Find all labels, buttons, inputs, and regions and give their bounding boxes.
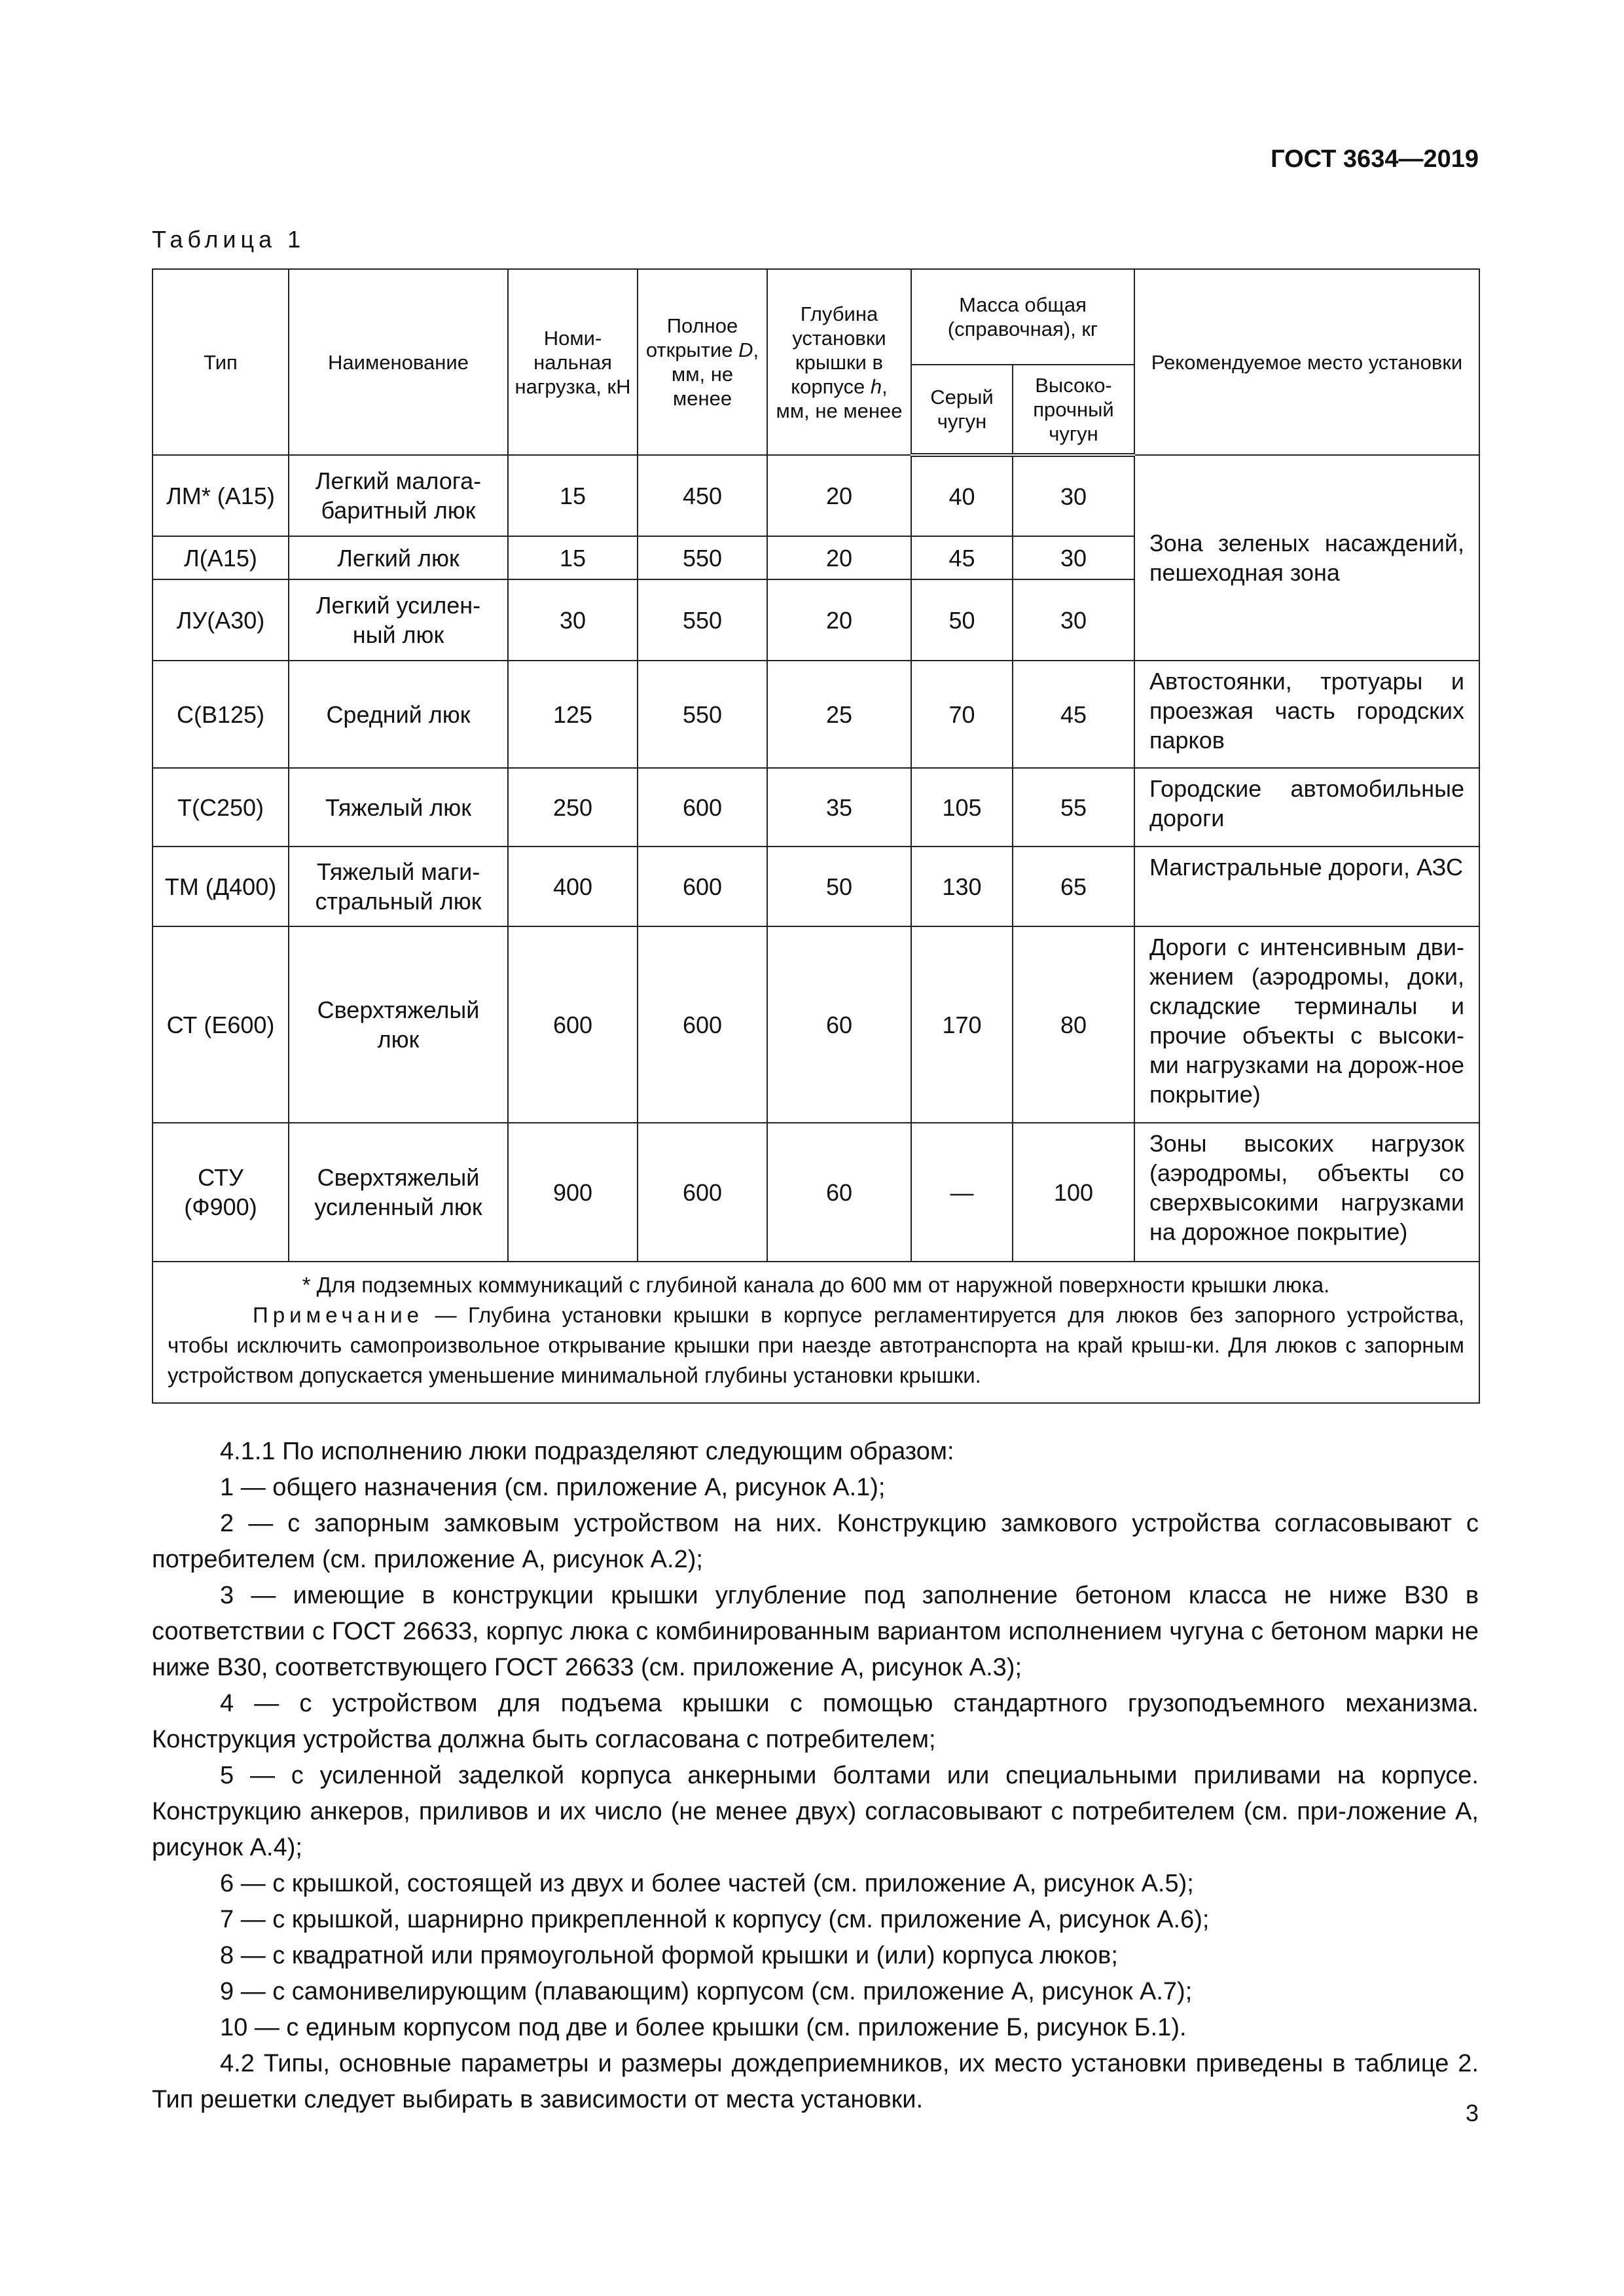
cell-opening: 600 — [638, 926, 767, 1123]
table-caption: Таблица 1 — [152, 226, 306, 253]
table-row — [153, 847, 1479, 926]
cell-mass-ductile: 55 — [1013, 768, 1134, 847]
cell-load: 250 — [508, 768, 638, 847]
cell-load: 400 — [508, 847, 638, 926]
cell-name: Легкий усилен-ный люк — [289, 579, 508, 661]
cell-type: СТУ (Ф900) — [153, 1123, 289, 1262]
body-text — [152, 1434, 1479, 2118]
paragraph: 7 — с крышкой, шарнирно прикрепленной к корпусу (см. приложение А, рисунок А.6); — [220, 1906, 1210, 1933]
cell-opening: 600 — [638, 768, 767, 847]
paragraph: 6 — с крышкой, состоящей из двух и более частей (см. приложение А, рисунок А.5); — [220, 1870, 1194, 1897]
cell-mass-ductile: 100 — [1013, 1123, 1134, 1262]
header-mass-ductile: Высоко-прочный чугун — [1013, 365, 1134, 455]
cell-depth: 20 — [767, 579, 911, 661]
cell-load: 15 — [508, 455, 638, 536]
paragraph: 2 — с запорным замковым устройством на них. Конструкцию замкового устройства согласовывают с потребителем (см. приложение А, рисунок А.2); — [152, 1510, 1479, 1573]
cell-name: Сверхтяжелый усиленный люк — [289, 1123, 508, 1262]
cell-load: 30 — [508, 579, 638, 661]
paragraph: 8 — с квадратной или прямоугольной формой крышки и (или) корпуса люков; — [220, 1942, 1118, 1969]
paragraph: 5 — с усиленной заделкой корпуса анкерными болтами или специальными приливами на корпусе. Конструкцию анкеров, приливов и их число (не менее двух) согласовывают с потребителем (см. при-ложение А, рисунок А.4); — [152, 1762, 1479, 1861]
cell-mass-ductile: 80 — [1013, 926, 1134, 1123]
cell-depth: 50 — [767, 847, 911, 926]
cell-type: ЛМ* (А15) — [153, 455, 289, 536]
cell-load: 15 — [508, 536, 638, 579]
cell-location: Городские автомобильные дороги — [1134, 768, 1479, 847]
cell-location: Автостоянки, тротуары и проезжая часть городских парков — [1134, 661, 1479, 768]
table-footnote: * Для подземных коммуникаций с глубиной канала до 600 мм от наружной поверхности крышки люка. — [302, 1273, 1330, 1297]
cell-mass-gray: 170 — [911, 926, 1013, 1123]
table-row — [153, 768, 1479, 847]
cell-load: 600 — [508, 926, 638, 1123]
header-opening: Полное открытие D, мм, не менее — [638, 269, 767, 455]
cell-type: ЛУ(А30) — [153, 579, 289, 661]
cell-name: Легкий люк — [289, 536, 508, 579]
cell-location: Зоны высоких нагрузок (аэродромы, объекты со сверхвысокими нагрузками на дорожное покрытие) — [1134, 1123, 1479, 1262]
cell-opening: 600 — [638, 847, 767, 926]
cell-mass-gray: 45 — [911, 536, 1013, 579]
note-text: — Глубина установки крышки в корпусе регламентируется для люков без запорного устройства, чтобы исключить самопроизвольное открывание крышки при наезде автотранспорта на край крыш-ки. Для люков с запорным устройством допускается уменьшение минимальной глубины установки крышки. — [168, 1303, 1464, 1387]
cell-type: С(В125) — [153, 661, 289, 768]
paragraph: 4.1.1 По исполнению люки подразделяют следующим образом: — [220, 1438, 954, 1465]
cell-load: 125 — [508, 661, 638, 768]
cell-mass-gray: 40 — [911, 455, 1013, 536]
paragraph: 4.2 Типы, основные параметры и размеры дождеприемников, их место установки приведены в таблице 2. Тип решетки следует выбирать в зависимости от места установки. — [152, 2050, 1479, 2113]
cell-mass-ductile: 45 — [1013, 661, 1134, 768]
paragraph: 9 — с самонивелирующим (плавающим) корпусом (см. приложение А, рисунок А.7); — [220, 1978, 1193, 2005]
table-row — [153, 926, 1479, 1123]
cell-location: Дороги с интенсивным дви-жением (аэродромы, доки, складские терминалы и прочие объекты с высоки-ми нагрузками на дорож-ное покрытие) — [1134, 926, 1479, 1123]
cell-mass-gray: 70 — [911, 661, 1013, 768]
header-type: Тип — [153, 269, 289, 455]
header-mass-gray: Серый чугун — [911, 365, 1013, 455]
paragraph: 1 — общего назначения (см. приложение А, рисунок А.1); — [220, 1474, 886, 1501]
cell-name: Тяжелый маги-стральный люк — [289, 847, 508, 926]
table-notes-row — [153, 1262, 1479, 1403]
table-row — [153, 661, 1479, 768]
cell-location: Зона зеленых насаждений, пешеходная зона — [1134, 455, 1479, 661]
document-code: ГОСТ 3634—2019 — [1271, 145, 1479, 173]
cell-mass-ductile: 65 — [1013, 847, 1134, 926]
cell-depth: 60 — [767, 1123, 911, 1262]
header-mass-group: Масса общая (справочная), кг — [911, 269, 1134, 365]
cell-location: Магистральные дороги, АЗС — [1134, 847, 1479, 926]
cell-mass-ductile: 30 — [1013, 536, 1134, 579]
cell-type: Л(А15) — [153, 536, 289, 579]
paragraph: 3 — имеющие в конструкции крышки углубление под заполнение бетоном класса не ниже В30 в соответствии с ГОСТ 26633, корпус люка с комбинированным вариантом исполнением чугуна с бетоном марки не ниже В30, соответствующего ГОСТ 26633 (см. приложение А, рисунок А.3); — [152, 1582, 1479, 1681]
cell-type: ТМ (Д400) — [153, 847, 289, 926]
header-depth: Глубина установки крышки в корпусе h, мм, не менее — [767, 269, 911, 455]
header-name: Наименование — [289, 269, 508, 455]
cell-opening: 550 — [638, 536, 767, 579]
cell-type: Т(С250) — [153, 768, 289, 847]
cell-name: Сверхтяжелый люк — [289, 926, 508, 1123]
table-row — [153, 1123, 1479, 1262]
cell-opening: 450 — [638, 455, 767, 536]
cell-mass-ductile: 30 — [1013, 579, 1134, 661]
cell-depth: 60 — [767, 926, 911, 1123]
cell-depth: 25 — [767, 661, 911, 768]
paragraph: 10 — с единым корпусом под две и более крышки (см. приложение Б, рисунок Б.1). — [220, 2014, 1187, 2041]
page-number: 3 — [1465, 2100, 1479, 2126]
table-note — [168, 1300, 1464, 1391]
manhole-types-table — [152, 268, 1480, 1404]
cell-mass-gray: 50 — [911, 579, 1013, 661]
header-location: Рекомендуемое место установки — [1134, 269, 1479, 455]
cell-opening: 600 — [638, 1123, 767, 1262]
cell-mass-gray: — — [911, 1123, 1013, 1262]
cell-name: Легкий малога-баритный люк — [289, 455, 508, 536]
note-label: Примечание — [253, 1303, 424, 1327]
cell-load: 900 — [508, 1123, 638, 1262]
header-load: Номи-нальная нагрузка, кН — [508, 269, 638, 455]
cell-type: СТ (Е600) — [153, 926, 289, 1123]
cell-mass-gray: 105 — [911, 768, 1013, 847]
cell-name: Тяжелый люк — [289, 768, 508, 847]
table-notes — [153, 1262, 1479, 1403]
cell-opening: 550 — [638, 579, 767, 661]
paragraph: 4 — с устройством для подъема крышки с помощью стандартного грузоподъемного механизма. Конструкция устройства должна быть согласована с потребителем; — [152, 1690, 1479, 1753]
cell-mass-gray: 130 — [911, 847, 1013, 926]
cell-name: Средний люк — [289, 661, 508, 768]
cell-opening: 550 — [638, 661, 767, 768]
cell-depth: 20 — [767, 536, 911, 579]
cell-mass-ductile: 30 — [1013, 455, 1134, 536]
cell-depth: 20 — [767, 455, 911, 536]
table-row — [153, 455, 1479, 536]
cell-depth: 35 — [767, 768, 911, 847]
